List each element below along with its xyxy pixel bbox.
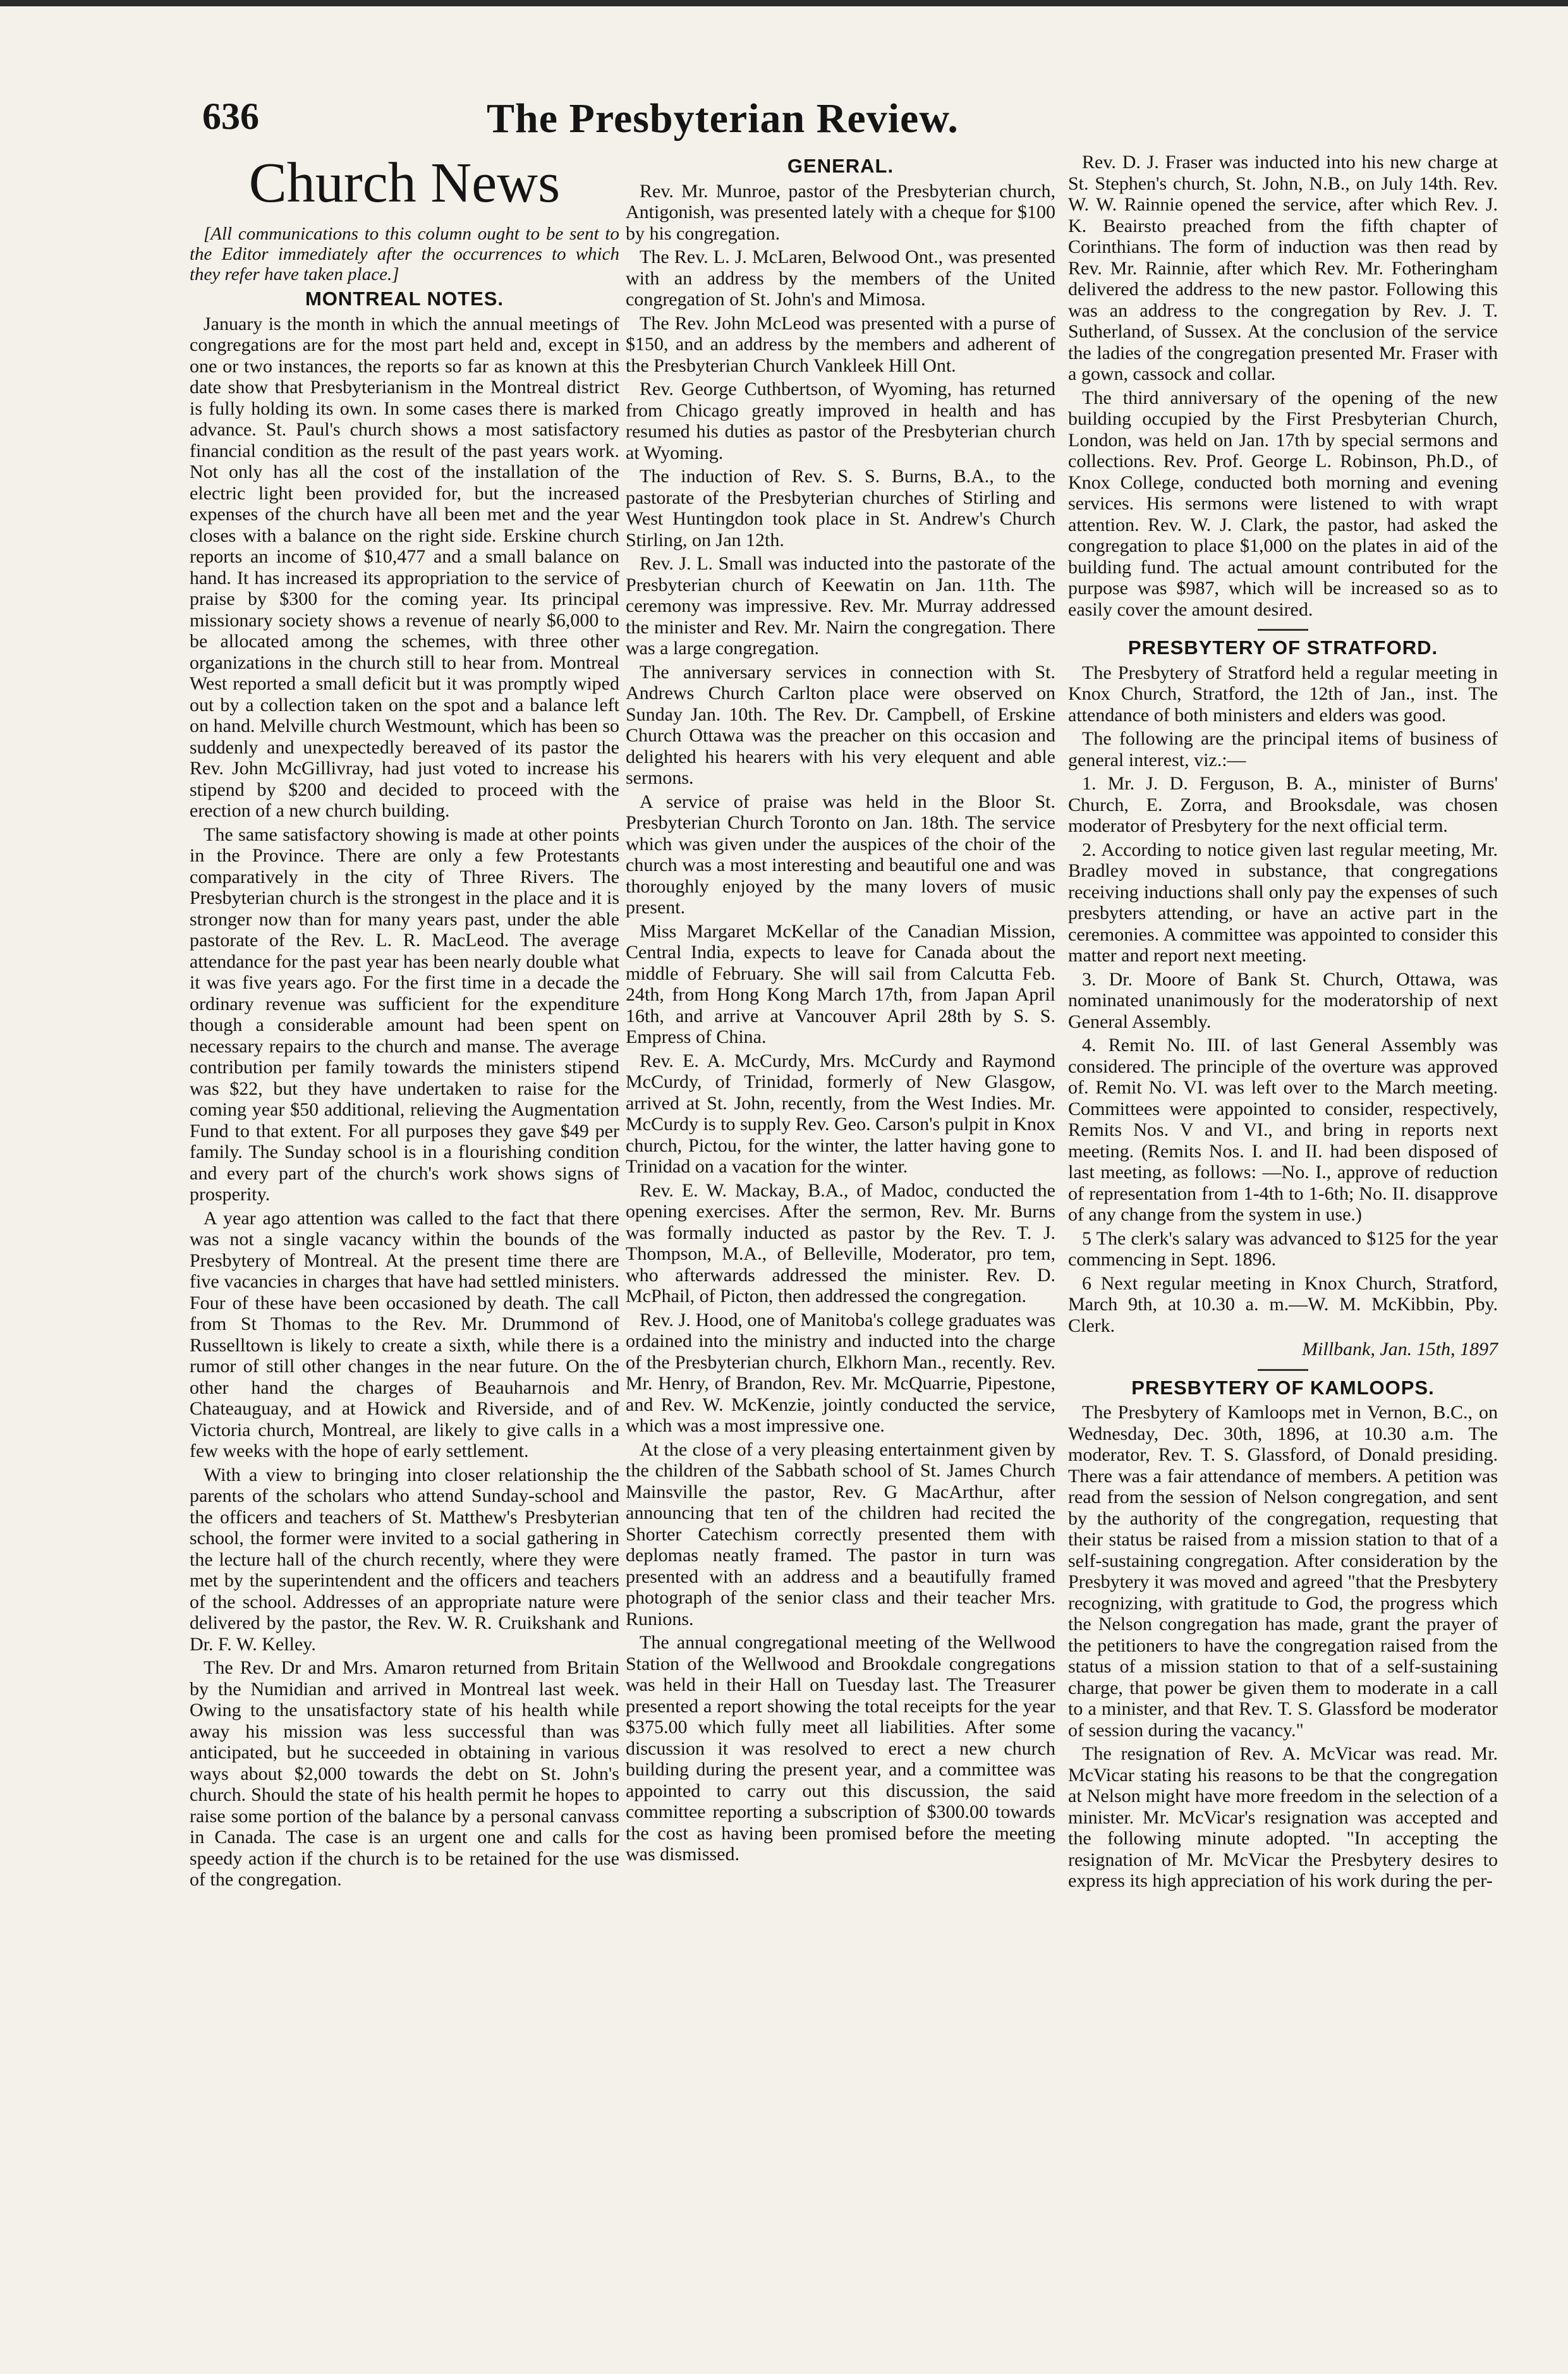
journal-title: The Presbyterian Review. <box>487 95 959 142</box>
article-paragraph: The following are the principal items of business of general interest, viz.:— <box>1068 728 1498 770</box>
stratford-heading: PRESBYTERY OF STRATFORD. <box>1127 636 1438 659</box>
article-paragraph: A year ago attention was called to the fact that there was not a single vacancy within the bounds of the Presbytery of Montreal. At the present time there are five vacancies in charges that have had settled ministers. Four of these have been occasioned by death. The call from St Thomas to the Rev. Mr. Drummond of Russelltown is likely to create a sixth, while there is a rumor of still other changes in the near future. On the other hand the charges of Beauharnois and Chateauguay, and at Howick and Riverside, and of Victoria church, Montreal, are likely to give calls in a few weeks with the hope of early settlement. <box>190 1207 619 1461</box>
article-paragraph: The third anniversary of the opening of the new building occupied by the First Presbyterian Church, London, was held on Jan. 17th by special sermons and collections. Rev. Prof. George L. Robinson, Ph.D., of Knox College, conducted both morning and evening services. His sermons were listened to with wrapt attention. Rev. W. J. Clark, the pastor, had asked the congregation to place $1,000 on the plates in aid of the building fund. The actual amount contributed for the purpose was $987, which will be increased so as to easily cover the amount desired. <box>1068 387 1498 620</box>
montreal-notes-heading: MONTREAL NOTES. <box>305 288 504 310</box>
article-paragraph: Rev. D. J. Fraser was inducted into his new charge at St. Stephen's church, St. John, N.B., on July 14th. Rev. W. W. Rainnie opened the service, after which Rev. J. K. Beairsto preached from the fifth chapter of Corinthians. The form of induction was then read by Rev. Mr. Rainnie, after which Rev. Mr. Fotheringham delivered the address to the new pastor. Following this was an address to the congregation by Rev. J. T. Sutherland, of Sussex. At the conclusion of the service the ladies of the congregation presented Mr. Fraser with a gown, cassock and collar. <box>1068 152 1498 384</box>
article-paragraph: Rev. J. L. Small was inducted into the pastorate of the Presbyterian church of Keewatin on Jan. 11th. The ceremony was impressive. Rev. Mr. Murray addressed the minister and Rev. Mr. Nairn the congregation. There was a large congregation. <box>626 553 1055 659</box>
article-paragraph: 2. According to notice given last regular meeting, Mr. Bradley moved in substance, that congregations receiving inductions shall only pay the expenses of such presbyters attending, or have an active part in the ceremonies. A committee was appointed to consider this matter and report next meeting. <box>1068 839 1498 966</box>
top-rule <box>0 0 1568 6</box>
article-paragraph: 6 Next regular meeting in Knox Church, Stratford, March 9th, at 10.30 a. m.—W. M. McKibbin, Pby. Clerk. <box>1068 1272 1498 1336</box>
article-paragraph: The anniversary services in connection with St. Andrews Church Carlton place were observed on Sunday Jan. 10th. The Rev. Dr. Campbell, of Erskine Church Ottawa was the preacher on this occasion and delighted his hearers with his very elequent and able sermons. <box>626 661 1055 788</box>
article-paragraph: Rev. E. A. McCurdy, Mrs. McCurdy and Raymond McCurdy, of Trinidad, formerly of New Glasgow, arrived at St. John, recently, from the West Indies. Mr. McCurdy is to supply Rev. Geo. Carson's pulpit in Knox church, Pictou, for the winter, the latter having gone to Trinidad on a vacation for the winter. <box>626 1050 1055 1177</box>
article-paragraph: Rev. Mr. Munroe, pastor of the Presbyterian church, Antigonish, was presented lately with a cheque for $100 by his congregation. <box>626 180 1055 244</box>
article-paragraph: The Rev. Dr and Mrs. Amaron returned from Britain by the Numidian and arrived in Montreal last week. Owing to the unsatisfactory state of his health while away his mission was less successful than was anticipated, but he succeeded in obtaining in various ways about $2,000 towards the debt on St. John's church. Should the state of his health permit he hopes to raise some portion of the balance by a personal canvass in Canada. The case is an urgent one and calls for speedy action if the church is to be retained for the use of the congregation. <box>190 1657 619 1890</box>
church-news-heading: Church News <box>248 152 561 214</box>
page-header <box>0 95 1568 152</box>
article-paragraph: The resignation of Rev. A. McVicar was read. Mr. McVicar stating his reasons to be that the congregation at Nelson might have more freedom in the selection of a minister. Mr. McVicar's resignation was accepted and the following minute adopted. "In accepting the resignation of Mr. McVicar the Presbytery desires to express its high appreciation of his work during the per- <box>1068 1743 1498 1891</box>
article-paragraph: 1. Mr. J. D. Ferguson, B. A., minister of Burns' Church, E. Zorra, and Brooksdale, was chosen moderator of Presbytery for the next official term. <box>1068 773 1498 836</box>
article-paragraph: The Rev. L. J. McLaren, Belwood Ont., was presented with an address by the members of the United congregation of St. John's and Mimosa. <box>626 247 1055 310</box>
article-paragraph: 4. Remit No. III. of last General Assembly was considered. The principle of the overture was approved of. Remit No. VI. was left over to the March meeting. Committees were appointed to consider, respectively, Remits Nos. V and VI., and bring in reports next meeting. (Remits Nos. I. and II. had been disposed of last meeting, as follows: —No. I., approve of reduction of representation from 1-4th to 1-6th; No. II. disapprove of any change from the system in use.) <box>1068 1035 1498 1225</box>
section-divider <box>1258 1369 1308 1371</box>
article-paragraph: With a view to bringing into closer relationship the parents of the scholars who attend Sunday-school and the officers and teachers of St. Matthew's Presbyterian school, the former were invited to a social gathering in the lecture hall of the church recently, where they were met by the superintendent and the officers and teachers of the school. Addresses of an appropriate nature were delivered by the pastor, the Rev. W. R. Cruikshank and Dr. F. W. Kelley. <box>190 1464 619 1655</box>
article-paragraph: 5 The clerk's salary was advanced to $125 for the year commencing in Sept. 1896. <box>1068 1227 1498 1270</box>
article-paragraph: January is the month in which the annual meetings of congregations are for the most part held and, except in one or two instances, the reports so far as known at this date show that Presbyterianism in the Montreal district is fully holding its own. In some cases there is marked advance. St. Paul's church shows a most satisfactory financial condition as the result of the past years work. Not only has all the cost of the installation of the electric light been provided for, but the increased expenses of the church have all been met and the year closes with a balance on the right side. Erskine church reports an income of $10,477 and a small balance on hand. It has increased its appropriation to the service of praise by $300 for the coming year. Its principal missionary society shows a revenue of nearly $6,000 to be allocated among the schemes, with three other organizations in the church still to hear from. Montreal West reported a small deficit but it was promptly wiped out by a collection taken on the spot and a balance left on hand. Melville church Westmount, which has been so suddenly and unexpectedly bereaved of its pastor the Rev. John McGillivray, had just voted to increase his stipend by $200 and decided to proceed with the erection of a new church building. <box>190 313 619 821</box>
article-paragraph: Rev. J. Hood, one of Manitoba's college graduates was ordained into the ministry and inducted into the charge of the Presbyterian church, Elkhorn Man., recently. Rev. Mr. Henry, of Brandon, Rev. Mr. McQuarrie, Pipestone, and Rev. W. McKenzie, jointly conducted the service, which was a most impressive one. <box>626 1309 1055 1436</box>
general-heading: GENERAL. <box>787 155 894 177</box>
column-1 <box>190 152 619 1893</box>
article-paragraph: The Presbytery of Stratford held a regular meeting in Knox Church, Stratford, the 12th of Jan., inst. The attendance of both ministers and elders was good. <box>1068 662 1498 726</box>
article-paragraph: At the close of a very pleasing entertainment given by the children of the Sabbath school of St. James Church Mainsville the pastor, Rev. G MacArthur, after announcing that ten of the children had recited the Shorter Catechism correctly presented them with deplomas neatly framed. The pastor in turn was presented with an address and a beautifully framed photograph of the senior class and their teacher Mrs. Runions. <box>626 1439 1055 1629</box>
stratford-signature: Millbank, Jan. 15th, 1897 <box>1302 1339 1498 1360</box>
article-paragraph: A service of praise was held in the Bloor St. Presbyterian Church Toronto on Jan. 18th. The service which was given under the auspices of the choir of the church was a most interesting and beautiful one and was thoroughly enjoyed by the many lovers of music present. <box>626 791 1055 918</box>
article-paragraph: Rev. George Cuthbertson, of Wyoming, has returned from Chicago greatly improved in health and has resumed his duties as pastor of the Presbyterian church at Wyoming. <box>626 379 1055 463</box>
article-paragraph: The Presbytery of Kamloops met in Vernon, B.C., on Wednesday, Dec. 30th, 1896, at 10.30 a.m. The moderator, Rev. T. S. Glassford, of Donald presiding. There was a fair attendance of members. A petition was read from the session of Nelson congregation, and sent by the authority of the congregation, requesting that their status be raised from a mission station to that of a self-sustaining congregation. After consideration by the Presbytery it was moved and agreed "that the Presbytery recognizing, with gratitude to God, the progress which the Nelson congregation has made, grant the prayer of the petitioners to have the congregation raised from the status of a mission station to that of a self-sustaining charge, that power be given them to moderate in a call to a minister, and that Rev. T. S. Glassford be moderator of session during the vacancy." <box>1068 1402 1498 1741</box>
article-paragraph: The same satisfactory showing is made at other points in the Province. There are only a few Protestants comparatively in the city of Three Rivers. The Presbyterian church is the strongest in the place and it is stronger now than for many years past, under the able pastorate of the Rev. L. R. MacLeod. The average attendance for the past year has been nearly double what it was five years ago. For the first time in a decade the ordinary revenue was sufficient for the expenditure though a considerable amount had been spent on necessary repairs to the church and manse. The average contribution per family towards the ministers stipend was $22, but they have undertaken to raise for the coming year $50 additional, relieving the Augmentation Fund to that extent. For all purposes they gave $49 per family. The Sunday school is in a flourishing condition and every part of the church's work shows signs of prosperity. <box>190 824 619 1205</box>
article-paragraph: Rev. E. W. Mackay, B.A., of Madoc, conducted the opening exercises. After the sermon, Rev. Mr. Burns was formally inducted as pastor by the Rev. T. J. Thompson, M.A., of Belleville, Moderator, pro tem, who afterwards addressed the minister. Rev. D. McPhail, of Picton, then addressed the congregation. <box>626 1179 1055 1306</box>
article-paragraph: The annual congregational meeting of the Wellwood Station of the Wellwood and Brookdale congregations was held in their Hall on Tuesday last. The Treasurer presented a report showing the total receipts for the year $375.00 which fully meet all liabilities. After some discussion it was resolved to erect a new church building during the present year, and a committee was appointed to carry out this discussion, the said committee reporting a subscription of $300.00 towards the cost as having been promised before the meeting was dismissed. <box>626 1632 1055 1865</box>
section-divider <box>1258 629 1308 631</box>
article-paragraph: The Rev. John McLeod was presented with a purse of $150, and an address by the members and adherent of the Presbyterian Church Vankleek Hill Ont. <box>626 312 1055 376</box>
column-3 <box>1068 152 1498 1894</box>
article-paragraph: The induction of Rev. S. S. Burns, B.A., to the pastorate of the Presbyterian churches of Stirling and West Huntingdon took place in St. Andrew's Church Stirling, on Jan 12th. <box>626 466 1055 551</box>
editor-note: [All communications to this column ought to be sent to the Editor immediately after the occurrences to which they refer have taken place.] <box>190 224 619 284</box>
article-paragraph: 3. Dr. Moore of Bank St. Church, Ottawa, was nominated unanimously for the moderatorship of next General Assembly. <box>1068 968 1498 1032</box>
kamloops-heading: PRESBYTERY OF KAMLOOPS. <box>1131 1376 1435 1399</box>
column-2 <box>626 152 1055 1868</box>
article-paragraph: Miss Margaret McKellar of the Canadian Mission, Central India, expects to leave for Canada about the middle of February. She will sail from Calcutta Feb. 24th, from Hong Kong March 17th, from Japan April 16th, and arrive at Vancouver April 28th by S. S. Empress of China. <box>626 920 1055 1047</box>
page-number: 636 <box>202 95 259 137</box>
